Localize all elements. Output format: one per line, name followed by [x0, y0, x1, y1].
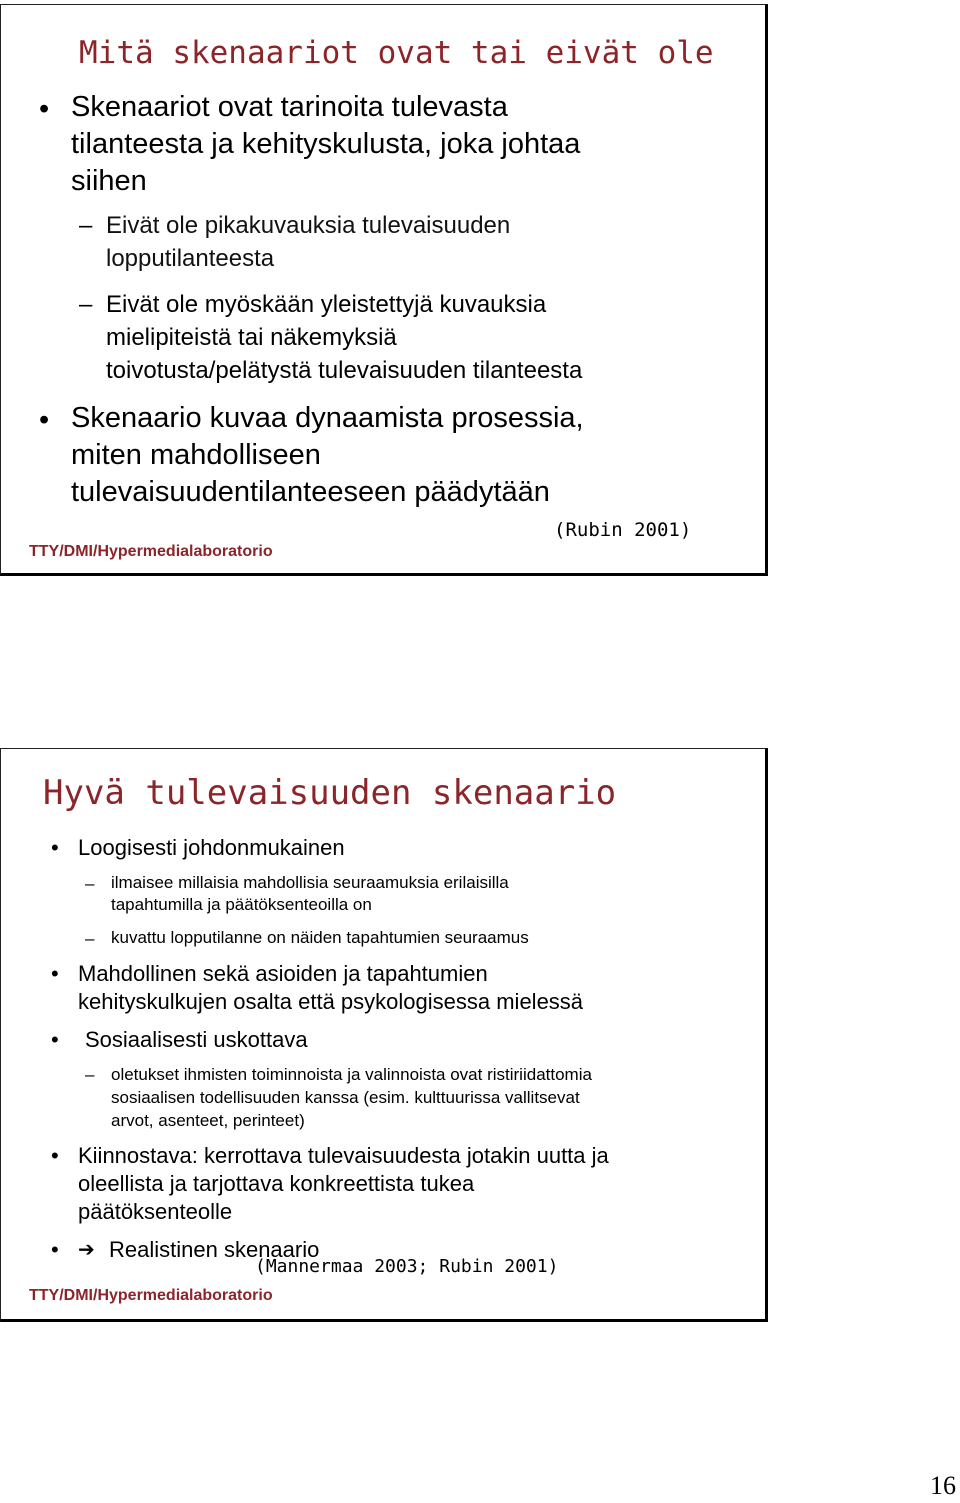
bullet-dot: •	[51, 1027, 59, 1052]
text-line: miten mahdolliseen	[71, 439, 321, 471]
dash-mark: –	[85, 874, 95, 893]
bullet-dot: •	[51, 1237, 59, 1262]
bullet-dot: •	[39, 404, 50, 436]
text-line: Skenaariot ovat tarinoita tulevasta	[71, 91, 508, 123]
dash-mark: –	[79, 291, 93, 318]
text-line: oletukset ihmisten toiminnoista ja valinnoista ovat ristiriidattomia	[111, 1065, 592, 1084]
dash-2-text: kuvattu lopputilanne on näiden tapahtumien seuraamus	[111, 928, 529, 947]
bullet-dot: •	[51, 961, 59, 986]
citation: (Rubin 2001)	[554, 519, 692, 541]
bullet-dot: •	[51, 1143, 59, 1168]
text-line: Mahdollinen sekä asioiden ja tapahtumien	[78, 961, 488, 986]
text-line: mielipiteistä tai näkemyksiä	[106, 324, 397, 351]
dash-2-text	[106, 288, 582, 387]
dash-3-text	[111, 1063, 592, 1132]
text-line: tilanteesta ja kehityskulusta, joka johtaa	[71, 128, 581, 160]
text-line: tapahtumilla ja päätöksenteoilla on	[111, 895, 372, 914]
slide-footer: TTY/DMI/Hypermedialaboratorio	[29, 543, 273, 560]
text-line: kehityskulkujen osalta että psykologisessa mielessä	[78, 989, 584, 1014]
text-line: Eivät ole myöskään yleistettyjä kuvauksia	[106, 291, 547, 318]
text-line: ilmaisee millaisia mahdollisia seuraamuksia erilaisilla	[111, 873, 509, 892]
citation: (Mannermaa 2003; Rubin 2001)	[255, 1256, 559, 1277]
dash-mark: –	[79, 212, 93, 239]
text-line: Skenaario kuvaa dynaamista prosessia,	[71, 402, 584, 434]
dash-mark: –	[85, 929, 95, 948]
dash-mark: –	[85, 1065, 95, 1084]
bullet-5-text: Realistinen skenaario	[109, 1237, 320, 1262]
text-line: Eivät ole pikakuvauksia tulevaisuuden	[106, 212, 511, 239]
slide-1	[0, 4, 768, 576]
bullet-dot: •	[39, 93, 50, 125]
slide-1-title: Mitä skenaariot ovat tai eivät ole	[79, 35, 714, 71]
bullet-3-text: Sosiaalisesti uskottava	[85, 1027, 308, 1052]
text-line: sosiaalisen todellisuuden kanssa (esim. kulttuurissa vallitsevat	[111, 1088, 580, 1107]
bullet-1-text	[71, 89, 580, 200]
text-line: Kiinnostava: kerrottava tulevaisuudesta jotakin uutta ja	[78, 1143, 609, 1168]
page-number: 16	[930, 1471, 956, 1500]
text-line: oleellista ja tarjottava konkreettista tukea	[78, 1171, 475, 1196]
slide-2	[0, 748, 768, 1322]
text-line: toivotusta/pelätystä tulevaisuuden tilanteesta	[106, 357, 583, 384]
bullet-2-text	[71, 400, 584, 511]
text-line: tulevaisuudentilanteeseen päädytään	[71, 476, 550, 508]
text-line: arvot, asenteet, perinteet)	[111, 1111, 305, 1130]
slide-2-title: Hyvä tulevaisuuden skenaario	[43, 773, 617, 813]
bullet-4-text	[78, 1142, 609, 1226]
bullet-1-text: Loogisesti johdonmukainen	[78, 835, 345, 860]
bullet-2-text	[78, 960, 583, 1016]
text-line: lopputilanteesta	[106, 245, 275, 272]
dash-1-text	[106, 209, 510, 275]
text-line: päätöksenteolle	[78, 1199, 233, 1224]
arrow-right-icon: ➔	[78, 1237, 95, 1261]
slide-footer: TTY/DMI/Hypermedialaboratorio	[29, 1287, 273, 1304]
text-line: siihen	[71, 165, 147, 197]
dash-1-text	[111, 872, 509, 916]
bullet-dot: •	[51, 835, 59, 860]
